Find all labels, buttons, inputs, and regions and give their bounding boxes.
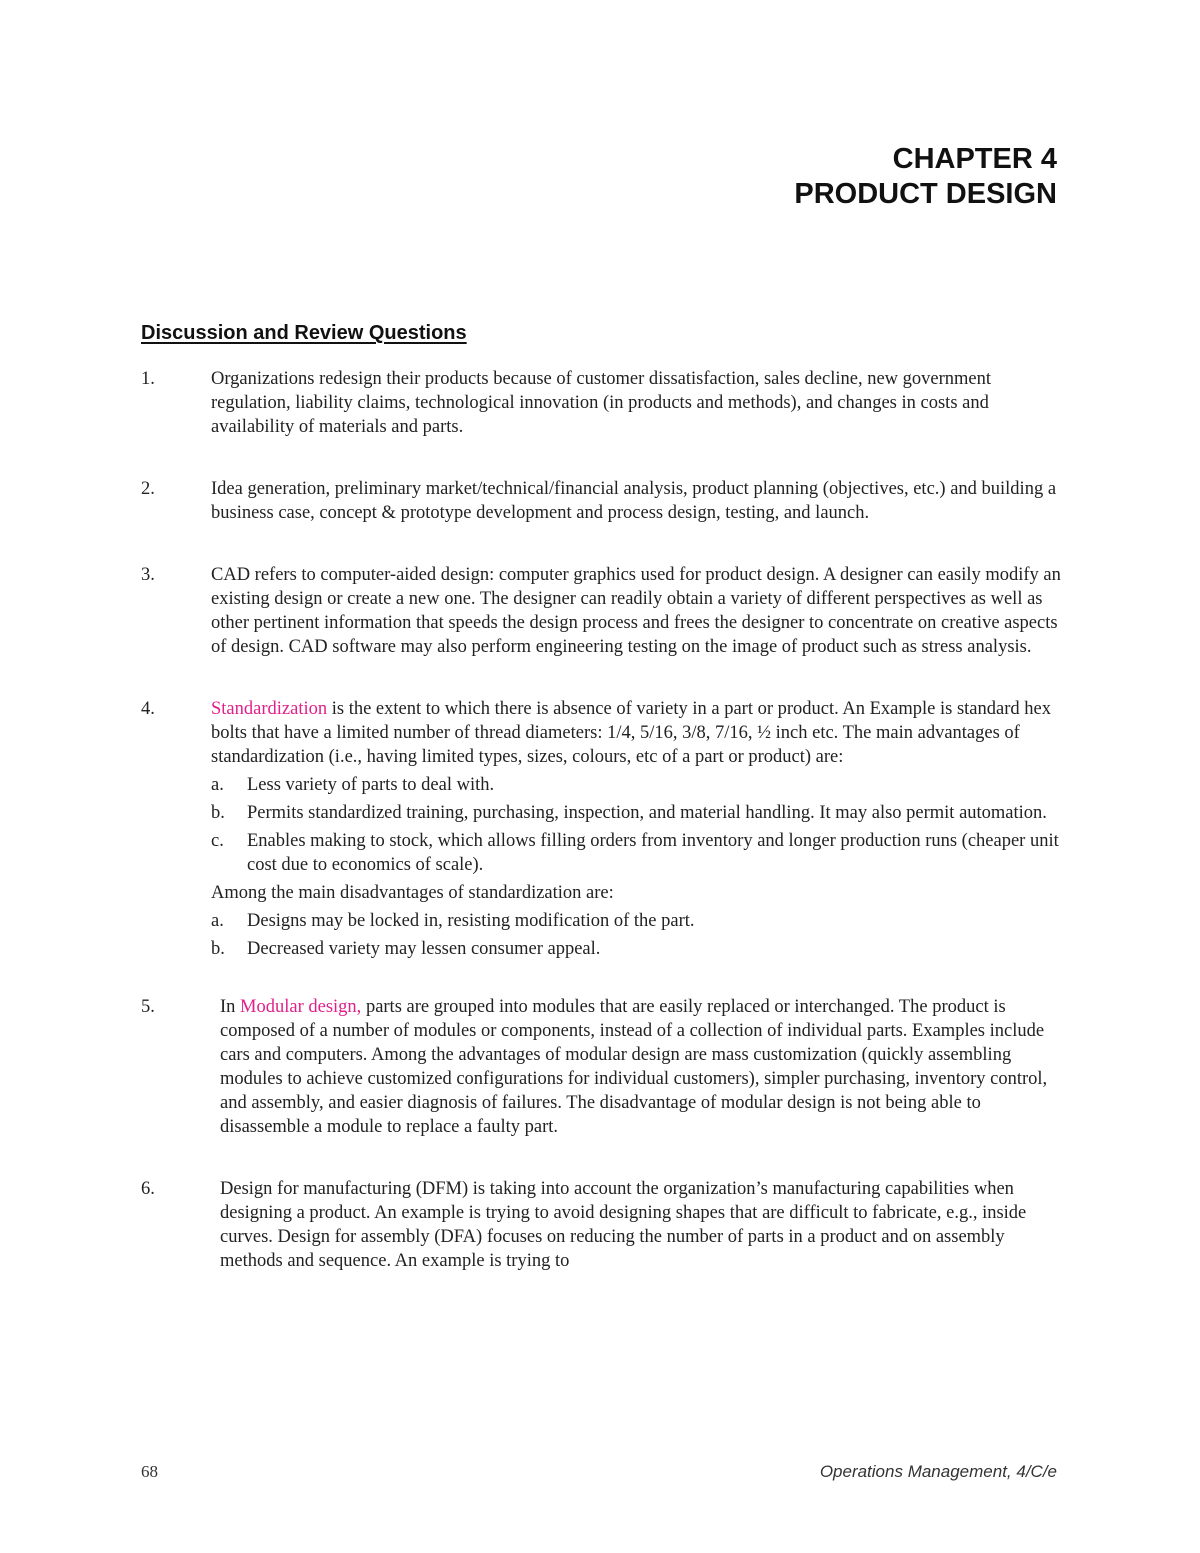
question-list (141, 367, 1061, 1311)
highlighted-term: Modular design, (240, 997, 362, 1017)
disadvantage-item (211, 909, 1061, 933)
page-number: 68 (141, 1462, 158, 1481)
question-4 (141, 697, 1061, 961)
question-text-rest: parts are grouped into modules that are easily replaced or interchanged. The product is composed of a number of modules or components, instead of a collection of individual parts. Examples include cars and computers. Among the advantages of modular design are mass customization (quickly assembling modules to achieve customized configurations for individual customers), simpler purchasing, inventory control, and assembly, and easier diagnosis of failures. The disadvantage of modular design is not being able to disassemble a module to replace a faulty part. (220, 997, 1048, 1137)
question-text: Idea generation, preliminary market/technical/financial analysis, product planning (objectives, etc.) and building a business case, concept & prototype development and process design, testing, and launch. (211, 479, 1057, 523)
book-title: Operations Management, 4/C/e (819, 1462, 1057, 1481)
question-prefix: In (220, 997, 241, 1017)
question-text-rest: is the extent to which there is absence of variety in a part or product. An Example is standard hex bolts that have a limited number of thread diameters: 1/4, 5/16, 3/8, 7/16, ½ inch etc. The main advantages of standardization (i.e., having limited types, sizes, colours, etc of a part or product) are: (211, 699, 1051, 767)
list-text: Decreased variety may lessen consumer appeal. (247, 939, 601, 959)
question-text: Design for manufacturing (DFM) is taking into account the organization’s manufacturing capabilities when designing a product. An example is trying to avoid designing shapes that are difficult to fabricate, e.g., inside curves. Design for assembly (DFA) focuses on reducing the number of parts in a product and on assembly methods and sequence. An example is trying to (220, 1179, 1027, 1271)
question-text: CAD refers to computer-aided design: computer graphics used for product design. A designer can easily modify an existing design or create a new one. The designer can readily obtain a variety of different perspectives as well as other pertinent information that speeds the design process and frees the designer to concentrate on creative aspects of design. CAD software may also perform engineering testing on the image of product such as stress analysis. (211, 565, 1061, 657)
question-number: 3. (141, 565, 155, 585)
list-text: Permits standardized training, purchasing, inspection, and material handling. It may also permit automation. (247, 803, 1047, 823)
question-1 (141, 367, 1061, 439)
list-text: Designs may be locked in, resisting modification of the part. (247, 911, 695, 931)
advantage-item (211, 773, 1061, 797)
question-2 (141, 477, 1061, 525)
list-letter: a. (211, 775, 224, 795)
question-number: 2. (141, 479, 155, 499)
question-text (220, 995, 1061, 1139)
list-text: Enables making to stock, which allows filling orders from inventory and longer production runs (cheaper unit cost due to economics of scale). (247, 831, 1059, 875)
list-letter: b. (211, 803, 225, 823)
list-letter: b. (211, 939, 225, 959)
list-letter: c. (211, 831, 224, 851)
question-3 (141, 563, 1061, 659)
question-text (211, 697, 1061, 769)
disadvantages-intro: Among the main disadvantages of standardization are: (211, 883, 614, 903)
question-number: 4. (141, 699, 155, 719)
question-6 (141, 1177, 1061, 1273)
list-letter: a. (211, 911, 224, 931)
question-5 (141, 995, 1061, 1139)
question-body (211, 697, 1061, 961)
question-text: Organizations redesign their products because of customer dissatisfaction, sales decline, new government regulation, liability claims, technological innovation (in products and methods), and changes in costs and availability of materials and parts. (211, 369, 992, 437)
highlighted-term: Standardization (211, 699, 328, 719)
advantage-item (211, 801, 1061, 825)
question-number: 5. (141, 997, 155, 1017)
section-title: Discussion and Review Questions (141, 322, 467, 344)
chapter-number: CHAPTER 4 (892, 143, 1057, 175)
disadvantage-item (211, 937, 1061, 961)
question-number: 1. (141, 369, 155, 389)
list-text: Less variety of parts to deal with. (247, 775, 495, 795)
question-number: 6. (141, 1179, 155, 1199)
advantage-item (211, 829, 1061, 877)
chapter-heading (794, 142, 1057, 212)
chapter-title: PRODUCT DESIGN (794, 178, 1057, 210)
